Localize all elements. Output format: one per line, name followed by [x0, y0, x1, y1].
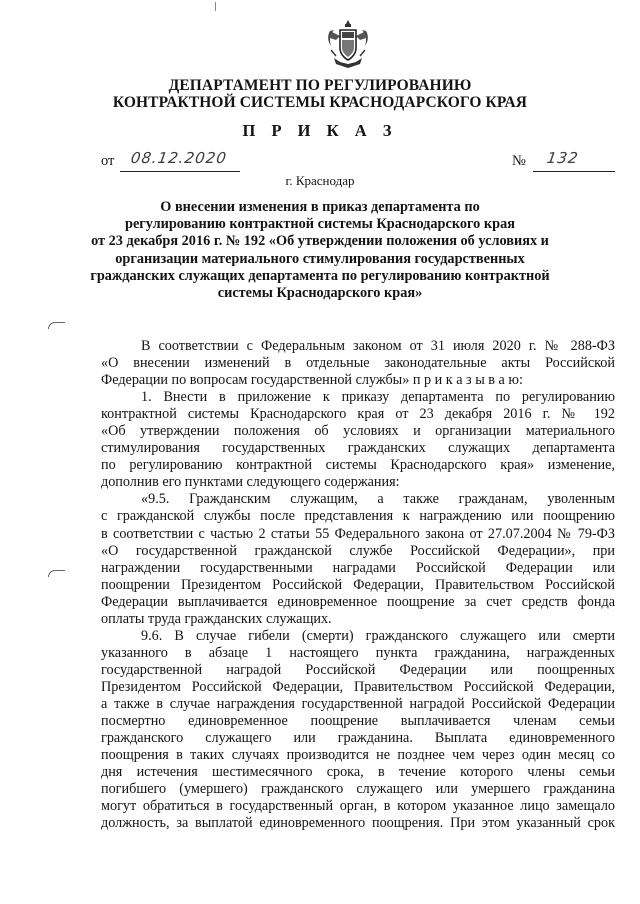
order-body — [101, 338, 615, 832]
number-underline — [533, 171, 615, 172]
subject-line: гражданских служащих департамента по регулированию контрактной — [90, 267, 550, 284]
body-line: контрактной системы Краснодарского края от 23 декабря 2016 г. № 192 — [101, 406, 615, 423]
body-line: «9.5. Гражданским служащим, а также гражданам, уволенным — [141, 491, 615, 508]
number-prefix: № — [512, 153, 526, 169]
body-line: в соответствии с частью 2 статьи 55 Федерального закона от 27.07.2004 № 79-ФЗ — [101, 525, 615, 542]
body-line: «Об утверждении положения об условиях и организации материального — [101, 423, 615, 440]
body-line: поощрения в таких случаях производится не позднее чем через один месяц со — [101, 747, 615, 764]
order-subject — [90, 199, 550, 302]
body-line: стимулирования государственных гражданских служащих департамента — [101, 440, 615, 457]
subject-line: системы Краснодарского края» — [217, 285, 423, 302]
scan-artifact — [215, 2, 216, 11]
department-name-line-1: ДЕПАРТАМЕНТ ПО РЕГУЛИРОВАНИЮ — [168, 77, 472, 94]
body-line: поощрении Президентом Российской Федерации, Правительством Российской — [101, 576, 615, 593]
subject-line: организации материального стимулирования государственных — [115, 250, 525, 267]
hole-punch-mark — [48, 322, 65, 329]
body-line: В соответствии с Федеральным законом от 31 июля 2020 г. № 288-ФЗ — [141, 338, 615, 354]
body-line: «О государственной гражданской службе Российской Федерации», при — [101, 542, 615, 559]
body-line: гражданского служащего или гражданина. Выплата единовременного — [101, 730, 615, 747]
order-title: П Р И К А З — [242, 121, 398, 140]
city-label: г. Краснодар — [285, 173, 355, 188]
date-prefix: от — [101, 153, 115, 169]
body-line: 1. Внести в приложение к приказу департамента по регулированию — [141, 389, 615, 406]
department-name-line-2: КОНТРАКТНОЙ СИСТЕМЫ КРАСНОДАРСКОГО КРАЯ — [112, 94, 528, 111]
subject-line: О внесении изменения в приказ департамента по — [160, 199, 480, 215]
body-line: должность, за выплатой единовременного поощрения. При этом указанный срок — [101, 815, 615, 832]
body-line: посмертно единовременное поощрение выплачивается членам семьи — [101, 713, 615, 730]
body-line: указанного в абзаце 1 настоящего пункта гражданина, награжденных — [101, 644, 615, 661]
body-line: государственной наградой Российской Федерации или поощренных — [101, 661, 615, 678]
body-line: Федерации по вопросам государственной службы» п р и к а з ы в а ю: — [101, 372, 523, 389]
body-line: Президентом Российской Федерации, Правительством Российской Федерации, — [101, 678, 615, 695]
body-line: дополнив его пунктами следующего содержания: — [101, 474, 400, 491]
body-line: с гражданской службы после представления к награждению или поощрению — [101, 508, 615, 525]
subject-line: регулированию контрактной системы Краснодарского края — [125, 216, 515, 233]
coat-of-arms-emblem — [326, 18, 370, 72]
handwritten-number: 132 — [545, 149, 580, 167]
body-line: 9.6. В случае гибели (смерти) гражданского служащего или смерти — [141, 627, 615, 644]
body-line: по регулированию контрактной системы Краснодарского края» изменение, — [101, 457, 615, 474]
handwritten-date: 08.12.2020 — [129, 149, 229, 167]
body-line: Федерации выплачивается единовременное поощрение за счет средств фонда — [101, 593, 615, 610]
body-line: погибшего (умершего) гражданского служащего или умершего гражданина — [101, 781, 615, 798]
body-line: оплаты труда гражданских служащих. — [101, 610, 332, 627]
body-line: награждении государственными наградами Российской Федерации или — [101, 559, 615, 576]
subject-line: от 23 декабря 2016 г. № 192 «Об утверждении положения об условиях и — [91, 233, 549, 250]
body-line: а также в случае награждения государственной наградой Российской Федерации — [101, 695, 615, 712]
body-line: «О внесении изменений в отдельные законодательные акты Российской — [101, 355, 615, 372]
body-line: дня истечения шестимесячного срока, в течение которого члены семьи — [101, 764, 615, 781]
hole-punch-mark — [48, 570, 65, 577]
body-line: могут обратиться в государственный орган, в котором указанное лицо замещало — [101, 798, 615, 815]
date-underline — [120, 171, 240, 172]
